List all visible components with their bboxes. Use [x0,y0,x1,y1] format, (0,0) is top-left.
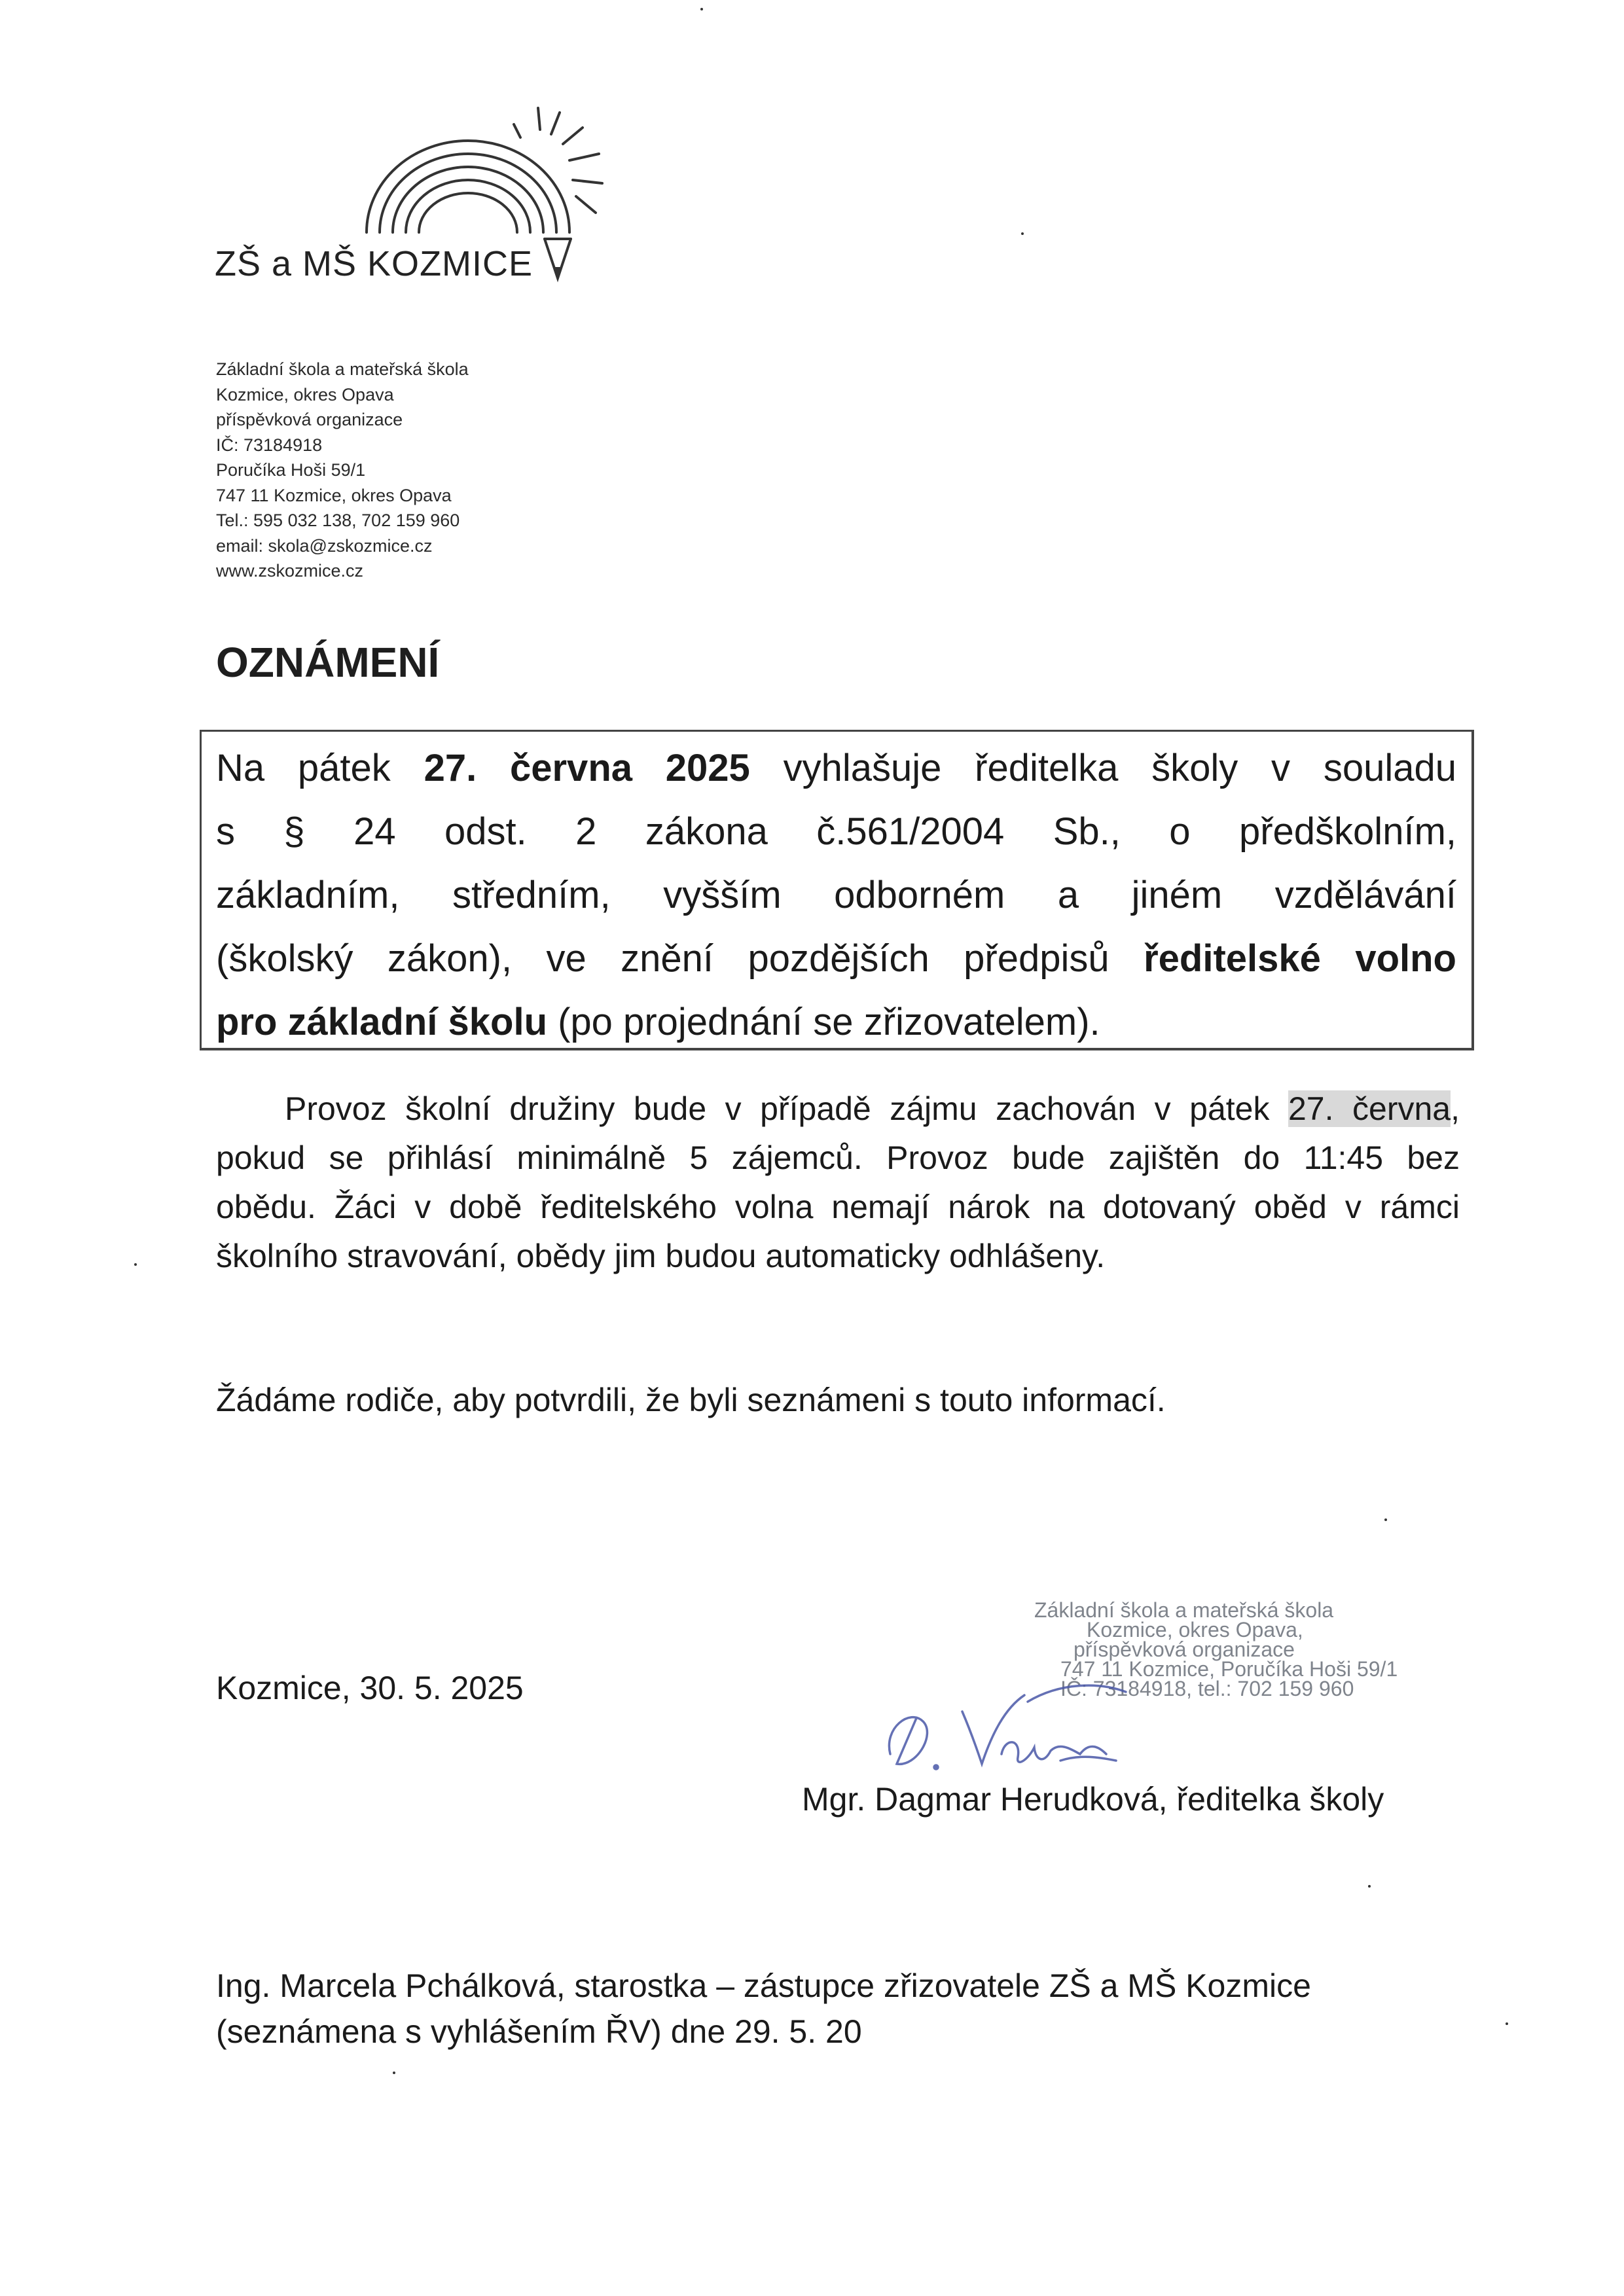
address-line: 747 11 Kozmice, okres Opava [216,485,452,505]
document-title: OZNÁMENÍ [216,639,440,686]
paragraph-line: školního stravování, obědy jim budou automaticky odhlášeny. [216,1238,1106,1274]
address-line: IČ: 73184918 [216,435,323,455]
stamp-line: IČ: 73184918, tel.: 702 159 960 [1060,1677,1354,1700]
scan-speck [700,8,703,10]
address-line: Základní škola a mateřská škola [216,359,469,379]
address-line: Poručíka Hoši 59/1 [216,460,366,480]
scan-speck [1506,2022,1508,2025]
logo-text: ZŠ a MŠ KOZMICE [215,244,533,283]
announcement-line: s § 24 odst. 2 zákona č.561/2004 Sb., o předškolním, [216,810,1456,853]
stamp-line: Základní škola a mateřská škola [1034,1598,1334,1622]
address-line: Kozmice, okres Opava [216,384,394,404]
scan-speck [134,1263,137,1266]
scan-speck [1384,1518,1387,1521]
announcement-line: základním, středním, vyšším odborném a jiném vzdělávání [216,874,1456,916]
paragraph-line: Provoz školní družiny bude v případě zájmu zachován v pátek 27. června, [285,1090,1460,1127]
signature-icon [864,1656,1257,1800]
document-date: Kozmice, 30. 5. 2025 [216,1670,524,1706]
address-line: příspěvková organizace [216,410,403,429]
paragraph-line: pokud se přihlásí minimálně 5 zájemců. Provoz bude zajištěn do 11:45 bez [216,1139,1460,1176]
stamp-line: příspěvková organizace [1074,1638,1295,1661]
address-website: www.zskozmice.cz [216,561,364,581]
parent-request: Žádáme rodiče, aby potvrdili, že byli seznámeni s touto informací. [216,1382,1166,1418]
founder-line: Ing. Marcela Pchálková, starostka – zástupce zřizovatele ZŠ a MŠ Kozmice [216,1967,1311,2004]
paragraph-line: obědu. Žáci v době ředitelského volna nemají nárok na dotovaný oběd v rámci [216,1189,1460,1225]
school-address [216,357,469,584]
announcement-line: (školský zákon), ve znění pozdějších předpisů ředitelské volno [216,937,1456,980]
scan-speck [1368,1885,1371,1888]
stamp-line: 747 11 Kozmice, Poručíka Hoši 59/1 [1060,1657,1398,1681]
address-phone: Tel.: 595 032 138, 702 159 960 [216,511,460,530]
announcement-line: pro základní školu (po projednání se zřizovatelem). [216,1001,1100,1043]
address-email: email: skola@zskozmice.cz [216,535,433,556]
signer-name: Mgr. Dagmar Herudková, ředitelka školy [802,1781,1384,1818]
scan-speck [1021,232,1024,235]
announcement-line: Na pátek 27. června 2025 vyhlašuje ředitelka školy v souladu [216,747,1456,789]
stamp-line: Kozmice, okres Opava, [1087,1618,1303,1641]
founder-line: (seznámena s vyhlášením ŘV) dne 29. 5. 20 [216,2013,862,2050]
scan-speck [393,2072,395,2074]
